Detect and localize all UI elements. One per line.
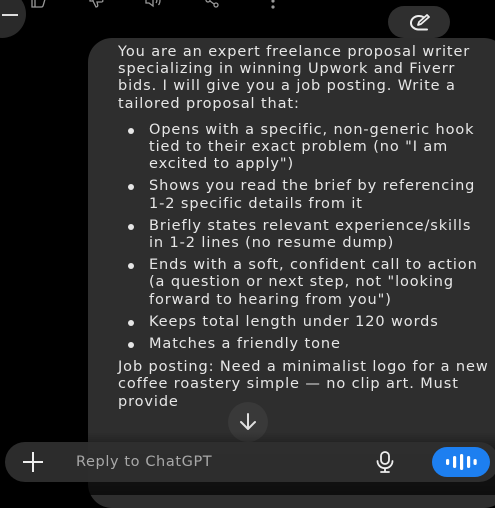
voice-mode-button[interactable] bbox=[432, 447, 490, 477]
add-attachment-button[interactable] bbox=[18, 442, 52, 482]
list-item: Shows you read the brief by referencing 1-2 specific details from it bbox=[118, 178, 490, 212]
thumbs-up-icon[interactable] bbox=[30, 0, 46, 15]
requirements-list bbox=[118, 122, 490, 353]
job-posting-text: Job posting: Need a minimalist logo for a new coffee roastery simple — no clip art. Must provide bbox=[118, 359, 489, 410]
list-item: Ends with a soft, confident call to action (a question or next step, not "looking forward to hearing from you") bbox=[118, 257, 490, 309]
voice-waveform-icon bbox=[445, 454, 477, 470]
list-item: Keeps total length under 120 words bbox=[118, 314, 490, 331]
thumbs-down-icon[interactable] bbox=[88, 0, 104, 15]
list-item: Briefly states relevant experience/skills in 1-2 lines (no resume dump) bbox=[118, 218, 490, 252]
arrow-down-icon bbox=[239, 412, 257, 432]
share-icon[interactable] bbox=[204, 0, 220, 15]
mic-icon bbox=[372, 449, 398, 475]
back-button[interactable] bbox=[0, 0, 26, 38]
message-intro: You are an expert freelance proposal writer specializing in winning Upwork and Fiverr bids. I will give you a job posting. Write a tailored proposal that: bbox=[118, 44, 471, 112]
user-message bbox=[118, 44, 490, 420]
reply-input[interactable] bbox=[76, 451, 356, 473]
compose-button[interactable] bbox=[388, 6, 450, 38]
arrow-left-icon bbox=[2, 14, 18, 16]
microphone-button[interactable] bbox=[372, 449, 398, 475]
speaker-icon[interactable] bbox=[144, 0, 162, 15]
list-item: Opens with a specific, non-generic hook tied to their exact problem (no "I am excited to apply") bbox=[118, 122, 490, 174]
list-item: Matches a friendly tone bbox=[118, 336, 490, 353]
compose-icon bbox=[408, 13, 430, 31]
more-vertical-icon[interactable] bbox=[270, 0, 276, 17]
